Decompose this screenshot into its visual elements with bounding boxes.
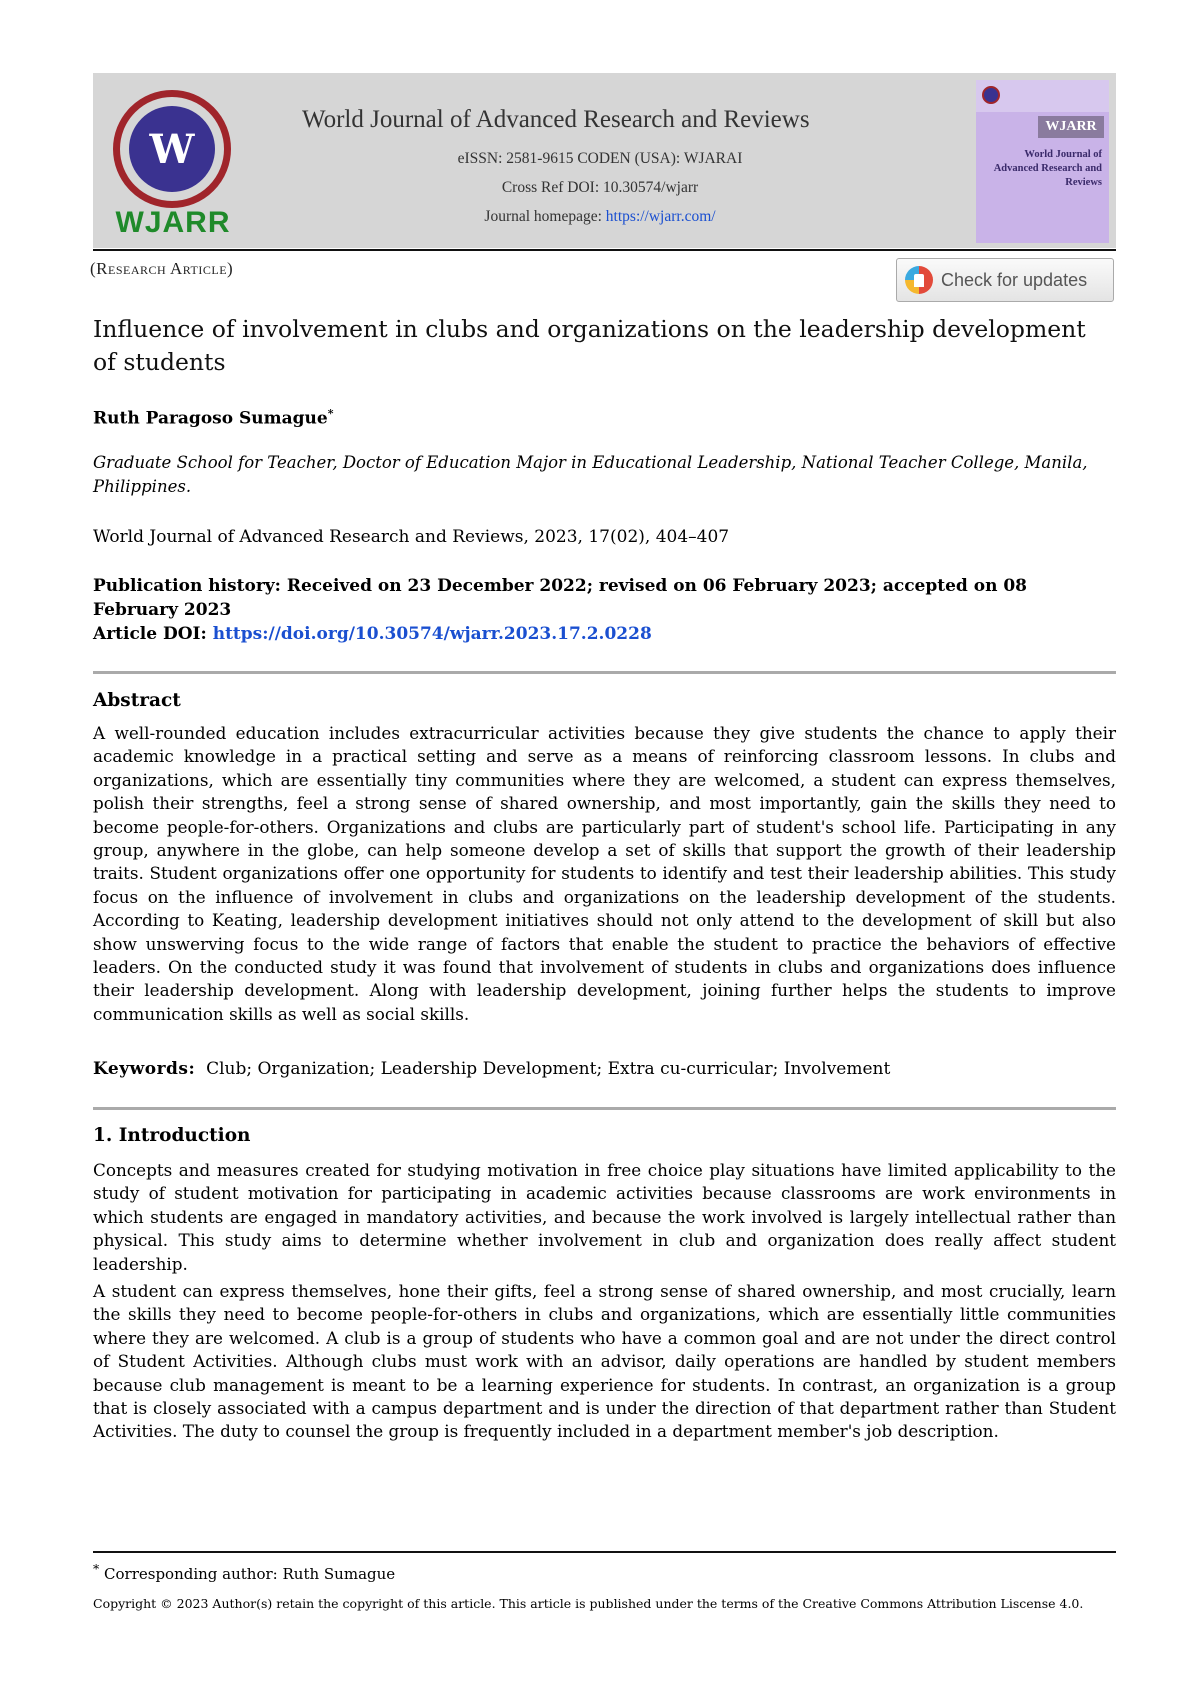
footnote-divider: [93, 1551, 1116, 1553]
journal-cover: [976, 80, 1109, 243]
affiliation: Graduate School for Teacher, Doctor of Education Major in Educational Leadership, National Teacher College, Manila, Philippines.: [93, 453, 1088, 496]
homepage-link[interactable]: https://wjarr.com/: [605, 208, 716, 225]
logo-text: WJARR: [115, 206, 231, 239]
cover-badge-icon: [982, 86, 1000, 104]
article-doi: [93, 623, 1116, 647]
keywords-text: Club; Organization; Leadership Development; Extra cu-curricular; Involvement: [206, 1059, 891, 1079]
section-divider: [93, 1107, 1116, 1110]
check-updates-button[interactable]: [896, 258, 1114, 302]
bookmark-icon: [905, 266, 933, 294]
introduction-paragraph: A student can express themselves, hone their gifts, feel a strong sense of shared ownership, and most crucially, learn the skills they need to become people-for-others in clubs and organizations, which are essentially little communities where they are welcomed. A club is a group of students who have a common goal and are not under the direct control of Student Activities. Although clubs must work with an advisor, daily operations are handled by student members because club management is meant to be a learning experience for students. In contrast, an organization is a group that is closely associated with a campus department and is under the direction of that department rather than Student Activities. The duty to counsel the group is frequently included in a department member's job description.: [93, 1281, 1116, 1442]
abstract-text: A well-rounded education includes extracurricular activities because they give students the chance to apply their academic knowledge in a practical setting and serve as a means of reinforcing classroom lessons. In clubs and organizations, which are essentially tiny communities where they are welcomed, a student can express themselves, polish their strengths, feel a strong sense of shared ownership, and most importantly, gain the skills they need to become people-for-others. Organizations and clubs are particularly part of student's school life. Participating in any group, anywhere in the globe, can help someone develop a set of skills that support the growth of their leadership traits. Student organizations offer one opportunity for students to identify and test their leadership abilities. This study focus on the influence of involvement in clubs and organizations on the leadership development of the students. According to Keating, leadership development initiatives should not only attend to the development of skill but also show unswerving focus to the wide range of factors that enable the student to practice the behaviors of effective leaders. On the conducted study it was found that involvement of students in clubs and organizations does influence their leadership development. Along with leadership development, joining further helps the students to improve communication skills as well as social skills.: [93, 723, 1116, 1024]
citation: World Journal of Advanced Research and Reviews, 2023, 17(02), 404–407: [93, 527, 730, 547]
publication-history: Publication history: Received on 23 December 2022; revised on 06 February 2023; accepted on 08 February 2023: [93, 576, 1028, 620]
copyright: Copyright © 2023 Author(s) retain the copyright of this article. This article is published under the terms of the Creative Commons Attribution Liscense 4.0.: [93, 1596, 1084, 1611]
cover-text: World Journal of Advanced Research and Reviews: [993, 149, 1102, 188]
homepage-label: Journal homepage:: [484, 208, 606, 225]
footnote-mark: *: [93, 1561, 100, 1576]
logo-letter: W: [129, 106, 215, 192]
homepage-line: [360, 208, 840, 226]
cover-label: WJARR: [1038, 116, 1104, 138]
keywords-label: Keywords:: [93, 1059, 196, 1079]
doi-label: Article DOI:: [93, 624, 213, 644]
author-mark: *: [327, 407, 334, 420]
article-type: (Research Article): [90, 259, 234, 278]
footnote-text: Corresponding author: Ruth Sumague: [104, 1565, 396, 1583]
journal-title: World Journal of Advanced Research and Reviews: [302, 106, 810, 133]
check-updates-label: Check for updates: [941, 269, 1088, 290]
introduction-paragraph: Concepts and measures created for studying motivation in free choice play situations have limited applicability to the study of student motivation for participating in academic activities because classrooms are work environments in which students are engaged in mandatory activities, and because the work involved is largely intellectual rather than physical. This study aims to determine whether involvement in club and organization does really affect student leadership.: [93, 1160, 1116, 1274]
footnote: [93, 1561, 395, 1583]
header-divider: [93, 249, 1116, 251]
introduction-heading: 1. Introduction: [93, 1125, 251, 1146]
doi-link[interactable]: https://doi.org/10.30574/wjarr.2023.17.2.0228: [212, 624, 652, 644]
author-name: Ruth Paragoso Sumague: [93, 408, 328, 429]
journal-logo: [113, 90, 231, 208]
author-line: [93, 402, 1116, 431]
crossref-line: Cross Ref DOI: 10.30574/wjarr: [501, 179, 699, 196]
section-divider: [93, 671, 1116, 674]
abstract-heading: Abstract: [93, 690, 181, 711]
article-title: Influence of involvement in clubs and organizations on the leadership development of students: [93, 315, 1086, 376]
keywords: [93, 1058, 1116, 1082]
issn-line: eISSN: 2581-9615 CODEN (USA): WJARAI: [457, 150, 743, 167]
